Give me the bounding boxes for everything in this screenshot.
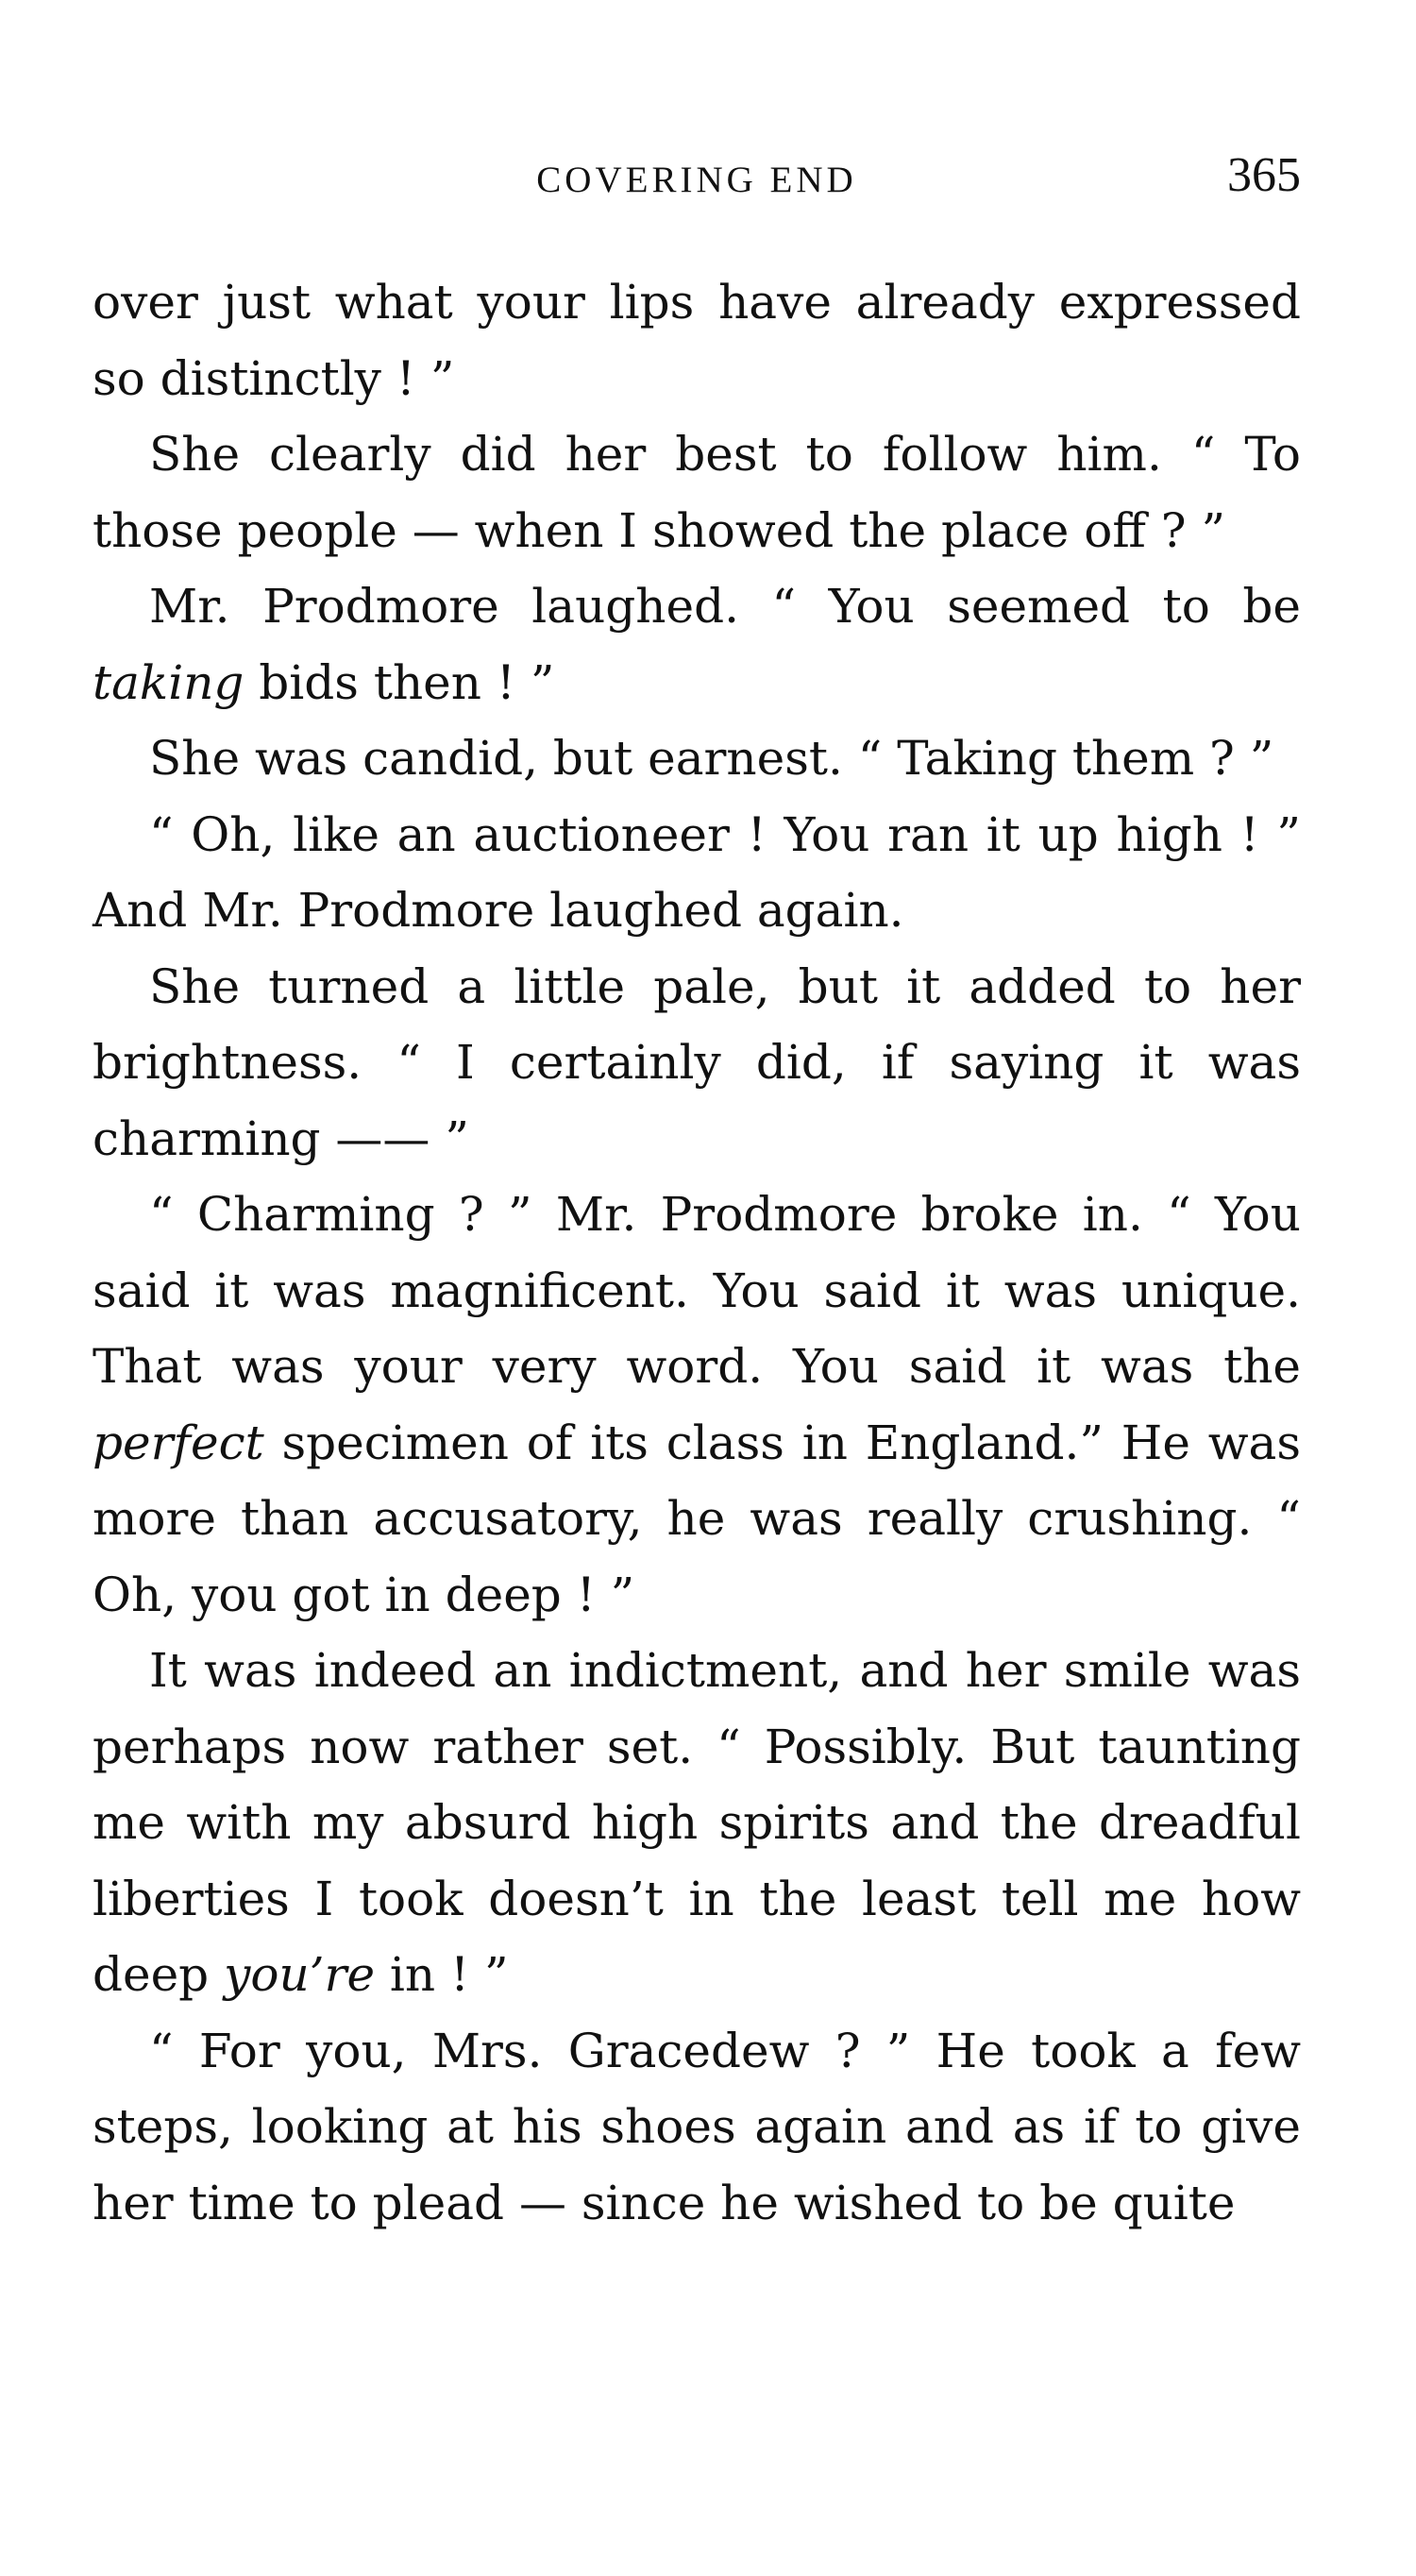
text-run: She was candid, but earnest. “ Taking them ? ”: [149, 731, 1274, 786]
paragraph: [93, 2013, 1301, 2242]
paragraph: [93, 797, 1301, 949]
text-run: “ Charming ? ” Mr. Prodmore broke in. “ You said it was magnificent. You said it was unique. That was your very word. You said it was the: [93, 1187, 1301, 1394]
paragraph: [93, 949, 1301, 1178]
paragraph: [93, 416, 1301, 568]
text-run: Mr. Prodmore laughed. “ You seemed to be: [149, 579, 1301, 634]
text-run: She clearly did her best to follow him. “ To those people — when I showed the place off ? ”: [93, 427, 1301, 558]
running-head: [93, 142, 1301, 217]
running-title: COVERING END: [536, 160, 857, 200]
text-run: in ! ”: [375, 1947, 509, 2002]
page-number: 365: [1227, 148, 1301, 202]
text-run: specimen of its class in England.” He was more than accusatory, he was really crushing. “ Oh, you got in deep ! ”: [93, 1415, 1301, 1622]
paragraph: [93, 1633, 1301, 2013]
text-run: “ For you, Mrs. Gracedew ? ” He took a few steps, looking at his shoes again and as if to give her time to plead — since he wished to be quite: [93, 2023, 1301, 2230]
paragraph: [93, 720, 1301, 797]
italic-emphasis: taking: [93, 654, 244, 710]
paragraph-continued: [93, 264, 1301, 416]
paragraph: [93, 1177, 1301, 1633]
italic-emphasis: perfect: [93, 1415, 264, 1470]
paragraph: [93, 568, 1301, 720]
body-text: [93, 264, 1301, 2241]
text-run: bids then ! ”: [244, 654, 555, 710]
text-run: She turned a little pale, but it added to her brightness. “ I certainly did, if saying it was charming —— ”: [93, 958, 1301, 1166]
text-run: over just what your lips have already expressed so distinctly ! ”: [93, 275, 1301, 406]
text-run: It was indeed an indictment, and her smile was perhaps now rather set. “ Possibly. But taunting me with my absurd high spirits and the dreadful liberties I took doesn’t in the least tell me how deep: [93, 1643, 1301, 2002]
text-run: “ Oh, like an auctioneer ! You ran it up high ! ” And Mr. Prodmore laughed again.: [93, 806, 1301, 938]
italic-emphasis: you’re: [224, 1947, 376, 2002]
